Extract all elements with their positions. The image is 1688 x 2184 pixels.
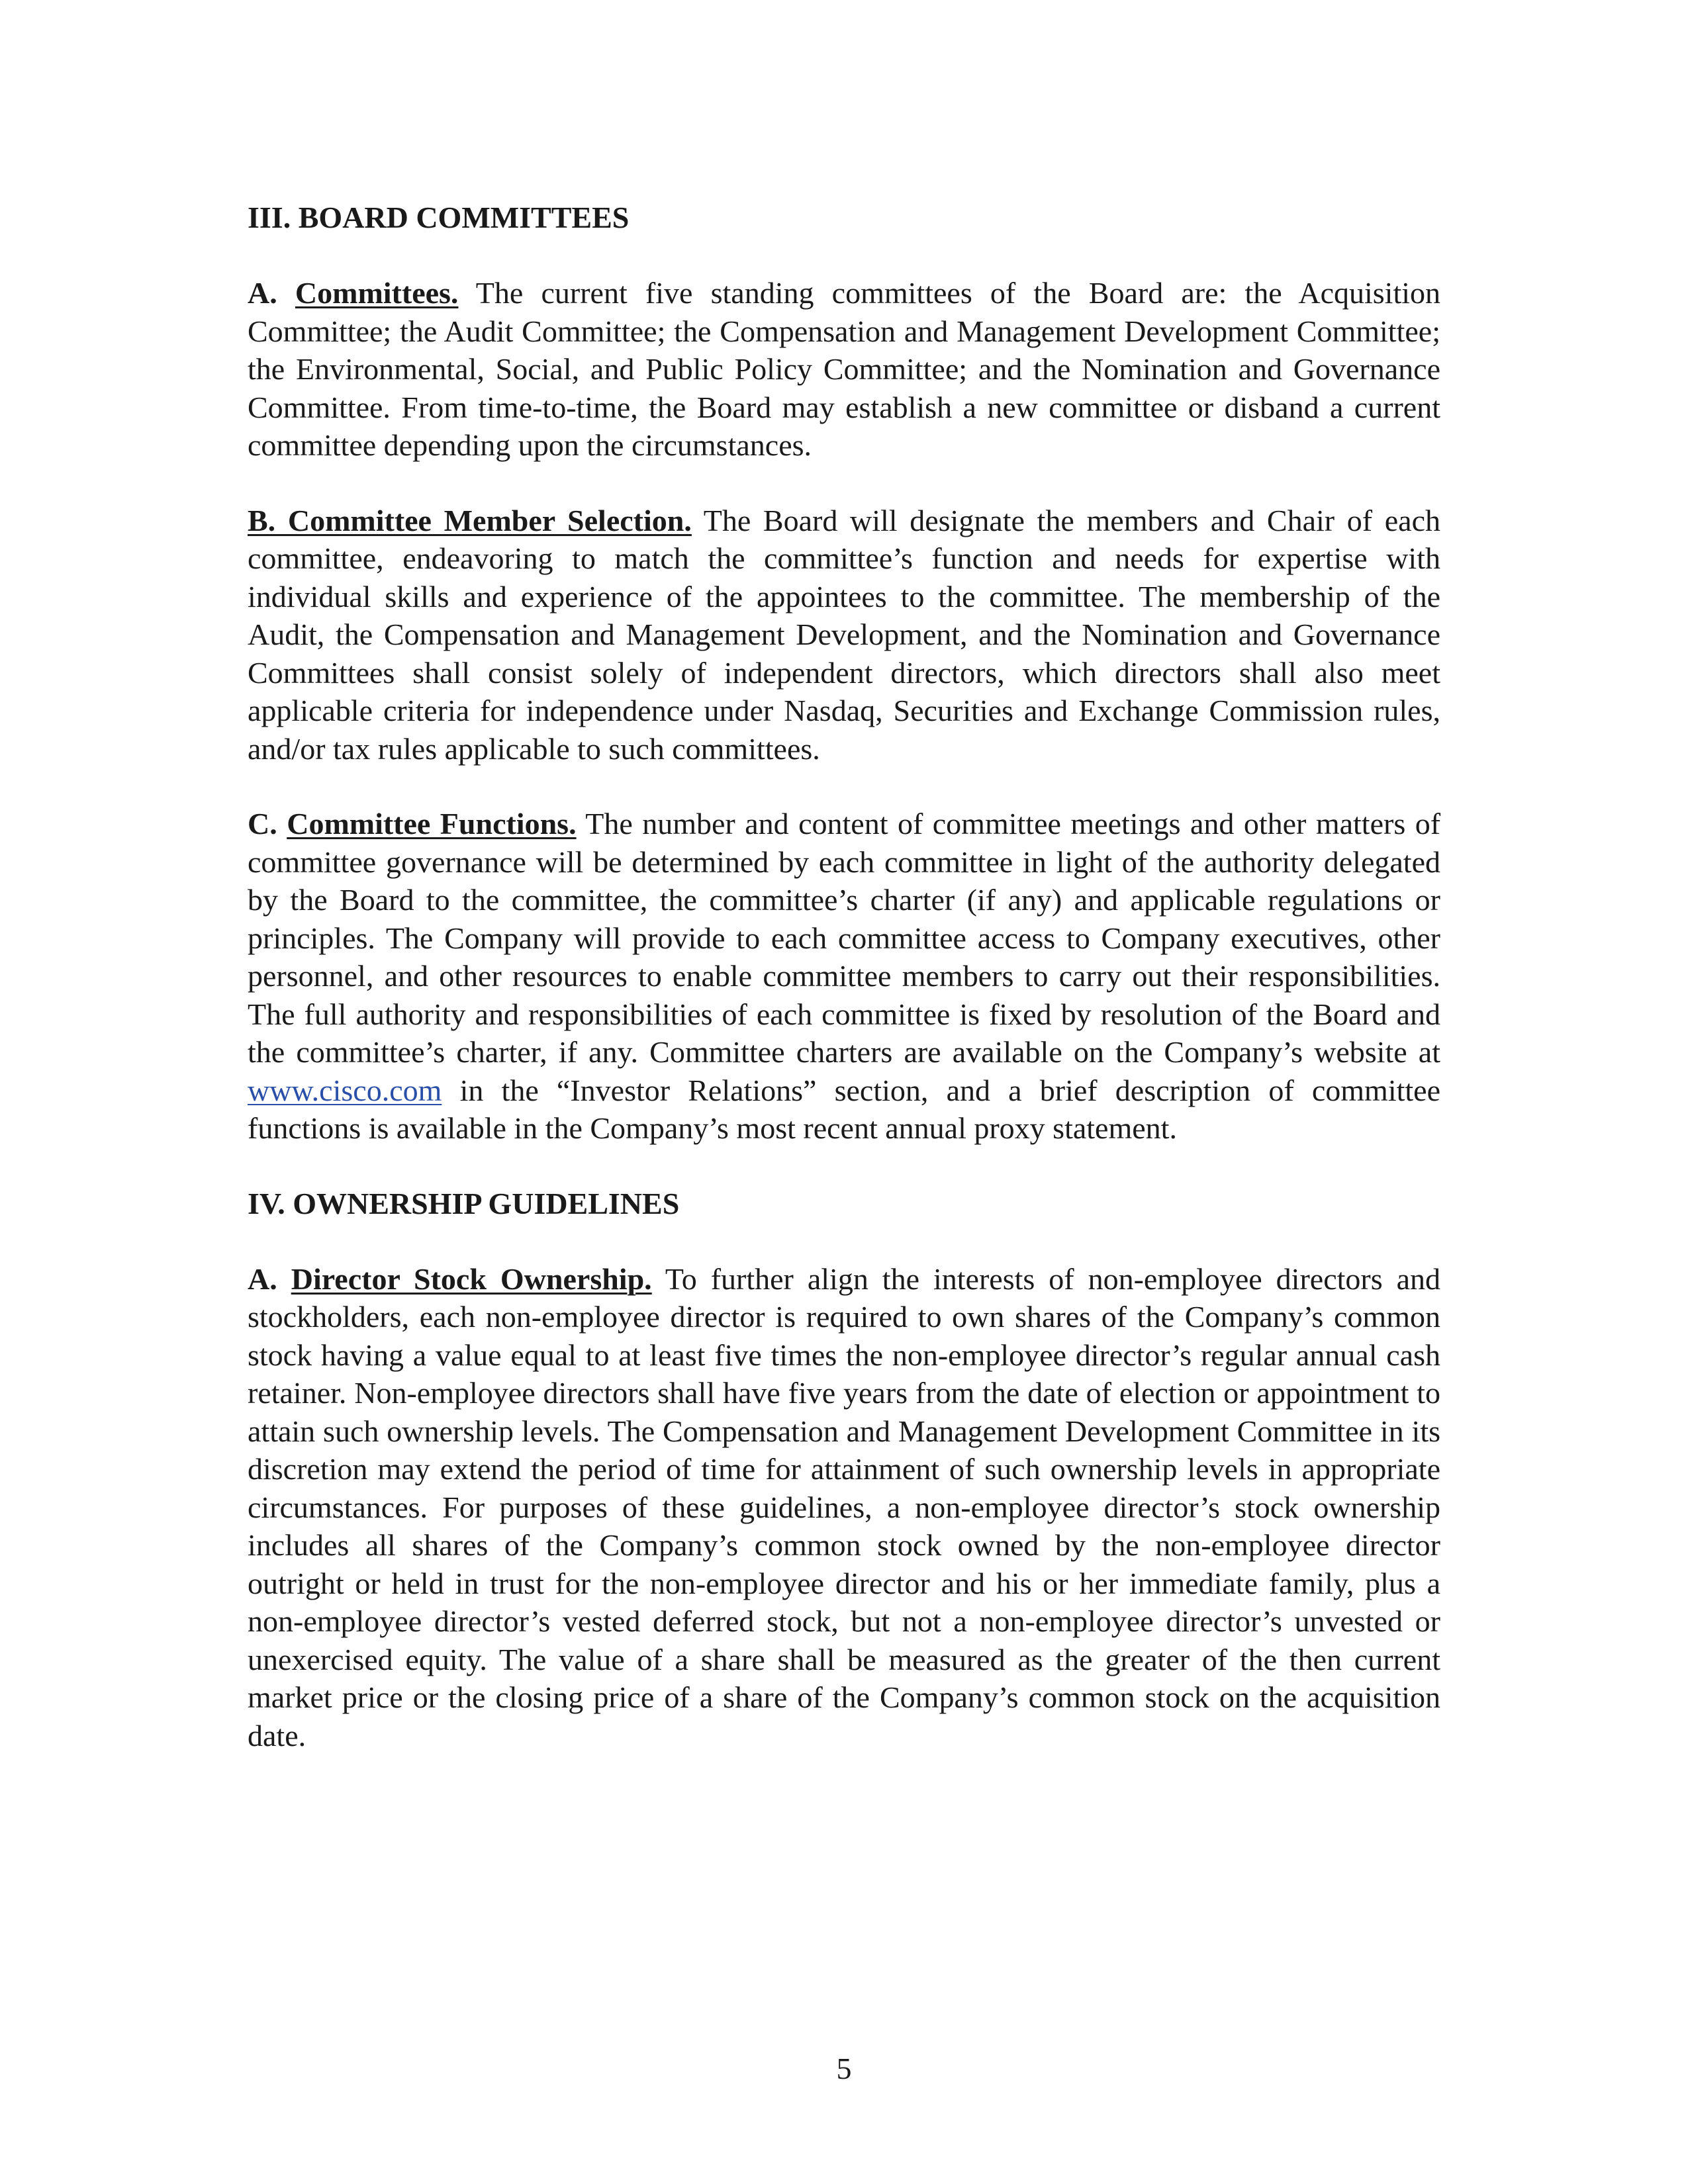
paragraph-member-selection (248, 502, 1440, 768)
director-stock-label (248, 1262, 652, 1296)
section-heading-ownership-guidelines: IV. OWNERSHIP GUIDELINES (248, 1186, 680, 1220)
committees-text: The current five standing committees of the Board are: the Acquisition Committee; the Audit Committee; the Compensation and Management Development Committee; the Environmental, Social, and Public Policy Committee; and the Nomination and Governance Committee. From time-to-time, the Board may establish a new committee or disband a current committee depending upon the circumstances. (248, 276, 1441, 462)
committees-label (248, 276, 458, 310)
functions-text-after-link: in the “Investor Relations” section, and a brief description of committee functions is available in the Company’s most recent annual proxy statement. (248, 1073, 1441, 1145)
functions-label (248, 807, 577, 841)
director-stock-text: To further align the interests of non-employee directors and stockholders, each non-employee director is required to own shares of the Company’s common stock having a value equal to at least five times the non-employee director’s regular annual cash retainer. Non-employee directors shall have five years from the date of election or appointment to attain such ownership levels. The Compensation and Management Development Committee in its discretion may extend the period of time for attainment of such ownership levels in appropriate circumstances. For purposes of these guidelines, a non-employee director’s stock ownership includes all shares of the Company’s common stock owned by the non-employee director outright or held in trust for the non-employee director and his or her immediate family, plus a non-employee director’s vested deferred stock, but not a non-employee director’s unvested or unexercised equity. The value of a share shall be measured as the greater of the then current market price or the closing price of a share of the Company’s common stock on the acquisition date. (248, 1261, 1441, 1752)
document-page (248, 199, 1440, 1792)
paragraph-director-stock-ownership (248, 1260, 1440, 1755)
member-selection-text: The Board will designate the members and Chair of each committee, endeavoring to match the committee’s function and needs for expertise with individual skills and experience of the appointees to the committee. The membership of the Audit, the Compensation and Management Development, and the Nomination and Governance Committees shall consist solely of independent directors, which directors shall also meet applicable criteria for independence under Nasdaq, Securities and Exchange Commission rules, and/or tax rules applicable to such committees. (248, 503, 1441, 766)
paragraph-committees (248, 274, 1440, 465)
member-selection-label (248, 504, 692, 537)
director-stock-title: Director Stock Ownership. (291, 1261, 652, 1296)
director-stock-prefix: A. (248, 1261, 277, 1296)
paragraph-committee-functions (248, 805, 1440, 1148)
committees-title: Committees. (295, 276, 459, 310)
functions-text-before-link: The number and content of committee meetings and other matters of committee governance will be determined by each committee in light of the authority delegated by the Board to the committee, the committee’s charter (if any) and applicable regulations or principles. The Company will provide to each committee access to Company executives, other personnel, and other resources to enable committee members to carry out their responsibilities. The full authority and responsibilities of each committee is fixed by resolution of the Board and the committee’s charter, if any. Committee charters are available on the Company’s website at (248, 807, 1441, 1069)
cisco-website-link[interactable]: www.cisco.com (248, 1073, 442, 1107)
page-number: 5 (836, 2052, 852, 2085)
member-selection-title: B. Committee Member Selection. (248, 503, 692, 537)
section-heading-board-committees: III. BOARD COMMITTEES (248, 201, 630, 234)
functions-title: Committee Functions. (287, 807, 577, 841)
functions-prefix: C. (248, 807, 277, 841)
committees-prefix: A. (248, 276, 277, 310)
